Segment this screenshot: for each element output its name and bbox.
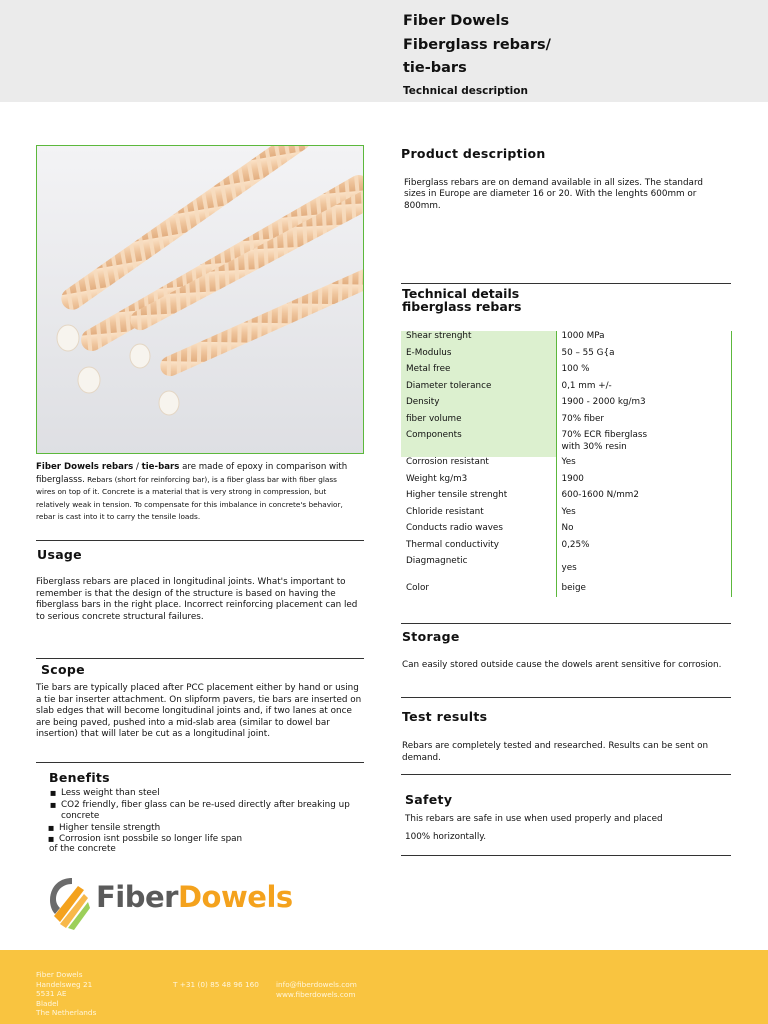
tech-title-line-2: fiberglass rebars <box>402 298 522 314</box>
benefits-rule-top <box>36 762 364 763</box>
footer-contact <box>276 980 357 999</box>
safety-title: Safety <box>405 792 453 807</box>
logo-word-dowels: Dowels <box>177 880 293 914</box>
table-row <box>401 430 732 457</box>
table-row <box>401 397 732 414</box>
logo-wordmark <box>96 880 293 914</box>
spec-value: 1000 MPa <box>556 331 732 348</box>
benefit-item: ■ Less weight than steel <box>49 788 379 800</box>
spec-value: 0,25% <box>556 540 732 557</box>
intro-text-1: are made of epoxy in comparison with fiberglasss. <box>36 462 348 485</box>
spec-value: yes <box>556 556 732 583</box>
doc-title-line-1: Fiber Dowels <box>403 13 510 29</box>
spec-value: beige <box>556 583 732 597</box>
safety-rule-top <box>401 774 731 775</box>
intro-brand-2: tie-bars <box>141 462 180 472</box>
doc-title-line-2: Fiberglass rebars/ <box>403 37 551 53</box>
footer-country: The Netherlands <box>36 1008 97 1018</box>
table-row <box>401 556 732 583</box>
product-text: Fiberglass rebars are on demand available in all sizes. The standard sizes in Europe are diameter 16 or 20. With the lenghts 600mm or 800mm. <box>404 178 703 211</box>
usage-rule-top <box>36 540 364 541</box>
spec-value: 0,1 mm +/- <box>556 381 732 398</box>
test-title: Test results <box>402 709 488 724</box>
fiberdowels-logo <box>48 872 318 932</box>
intro-text-2: Rebars (short for reinforcing bar), is a fiber glass bar with fiber glass wires on top of it. Concrete is a material that is very strong in compression, but relatively weak in tension. To compensate for this imbalance in concrete's behavior, rebar is cast into it to carry the tensile loads. <box>36 474 343 521</box>
table-row <box>401 523 732 540</box>
spec-value: 600-1600 N/mm2 <box>556 490 732 507</box>
spec-key: Diameter tolerance <box>401 381 556 398</box>
spec-value: 100 % <box>556 364 732 381</box>
spec-key: Weight kg/m3 <box>406 473 468 484</box>
spec-value: Yes <box>556 457 732 474</box>
table-row <box>401 474 732 491</box>
logo-word-fiber: Fiber <box>96 880 178 914</box>
test-rule-top <box>401 697 731 698</box>
table-row <box>401 457 732 474</box>
table-row <box>401 507 732 524</box>
table-row <box>401 540 732 557</box>
scope-rule-top <box>36 658 364 659</box>
test-text: Rebars are completely tested and researched. Results can be sent on demand. <box>402 741 709 763</box>
spec-key: Corrosion resistant <box>406 457 489 467</box>
intro-paragraph <box>36 462 356 524</box>
benefits-list <box>49 788 379 855</box>
doc-subtitle: Technical description <box>403 85 528 97</box>
tech-title <box>402 288 521 313</box>
spec-key: fiber volume <box>401 414 556 431</box>
table-row <box>401 364 732 381</box>
scope-text: Tie bars are typically placed after PCC placement either by hand or using a tie bar inserter attachment. On slipform pavers, tie bars are inserted on slab edges that will become longitudinal joints and, if two lanes at once are being paved, pushed into a mid-slab area (similar to dowel bar insertion) that will later be cut as a longitudinal joint. <box>36 683 362 740</box>
spec-key: Chloride resistant <box>406 506 484 517</box>
usage-text: Fiberglass rebars are placed in longitudinal joints. What's important to remember is that the design of the structure is based on having the fiberglass bars in the right place. Incorrect reinforcing placement can led to serious concrete structural failures. <box>36 577 358 622</box>
spec-key: Thermal conductivity <box>406 539 500 550</box>
spec-value: 50 – 55 G{a <box>556 348 732 365</box>
spec-key: Higher tensile strenght <box>406 490 508 500</box>
table-row <box>401 331 732 348</box>
spec-value: 70% fiber <box>556 414 732 431</box>
spec-key: E-Modulus <box>401 348 556 365</box>
benefit-item-tail: of the concrete <box>49 844 116 855</box>
benefit-item: ■ CO2 friendly, fiber glass can be re-used directly after breaking up concrete <box>49 800 379 823</box>
spec-key: Metal free <box>401 364 556 381</box>
tech-title-line-1: Technical details <box>402 286 520 301</box>
spec-value-line-1: 70% ECR fiberglass <box>561 430 648 440</box>
safety-line-1: This rebars are safe in use when used properly and placed <box>405 814 663 824</box>
header-band <box>0 0 768 102</box>
spec-key: Density <box>401 397 556 414</box>
tech-rule-top <box>401 283 731 284</box>
table-row <box>401 348 732 365</box>
footer-city: Bladel <box>36 998 59 1008</box>
spec-value: 1900 - 2000 kg/m3 <box>556 397 732 414</box>
safety-line-2: 100% horizontally. <box>405 832 487 842</box>
table-row <box>401 414 732 431</box>
footer-email-link[interactable]: info@fiberdowels.com <box>276 980 357 989</box>
usage-title: Usage <box>37 547 82 562</box>
product-photo <box>36 145 364 454</box>
scope-title: Scope <box>41 662 85 677</box>
table-row <box>401 583 732 597</box>
table-row <box>401 381 732 398</box>
footer-band <box>0 950 768 1024</box>
footer-phone: T +31 (0) 85 48 96 160 <box>173 980 259 989</box>
storage-title: Storage <box>402 629 460 644</box>
benefit-item: ■ Higher tensile strength <box>47 823 379 835</box>
spec-key: Diagmagnetic <box>406 556 468 566</box>
footer-web-link[interactable]: www.fiberdowels.com <box>276 989 356 999</box>
table-row <box>401 490 732 507</box>
footer-company: Fiber Dowels <box>36 970 83 979</box>
doc-title-line-3: tie-bars <box>403 60 467 76</box>
spec-value: 1900 <box>556 474 732 491</box>
spec-key: Components <box>401 430 556 457</box>
benefit-item: ■ Corrosion isnt possbile so longer life span <box>47 834 379 844</box>
spec-key: Shear strenght <box>401 331 556 348</box>
intro-slash: / <box>133 462 142 472</box>
spec-value: Yes <box>556 507 732 524</box>
spec-table <box>401 331 732 597</box>
spec-value-line-2: with 30% resin <box>561 442 627 452</box>
spec-key: Color <box>406 583 429 593</box>
fiberglass-rebars-image <box>37 146 364 454</box>
footer-address <box>36 970 96 1018</box>
spec-value <box>556 430 732 457</box>
safety-rule-bottom <box>401 855 731 856</box>
benefits-title: Benefits <box>49 770 110 785</box>
storage-rule-top <box>401 623 731 624</box>
logo-mark-icon <box>48 872 96 932</box>
storage-text: Can easily stored outside cause the dowels arent sensitive for corrosion. <box>402 660 722 670</box>
spec-value: No <box>556 523 732 540</box>
footer-street: Handelsweg 21 <box>36 979 93 989</box>
intro-brand: Fiber Dowels rebars <box>36 462 134 472</box>
footer-postcode: 5531 AE <box>36 989 67 999</box>
product-title: Product description <box>401 146 546 161</box>
spec-key: Conducts radio waves <box>406 523 503 533</box>
